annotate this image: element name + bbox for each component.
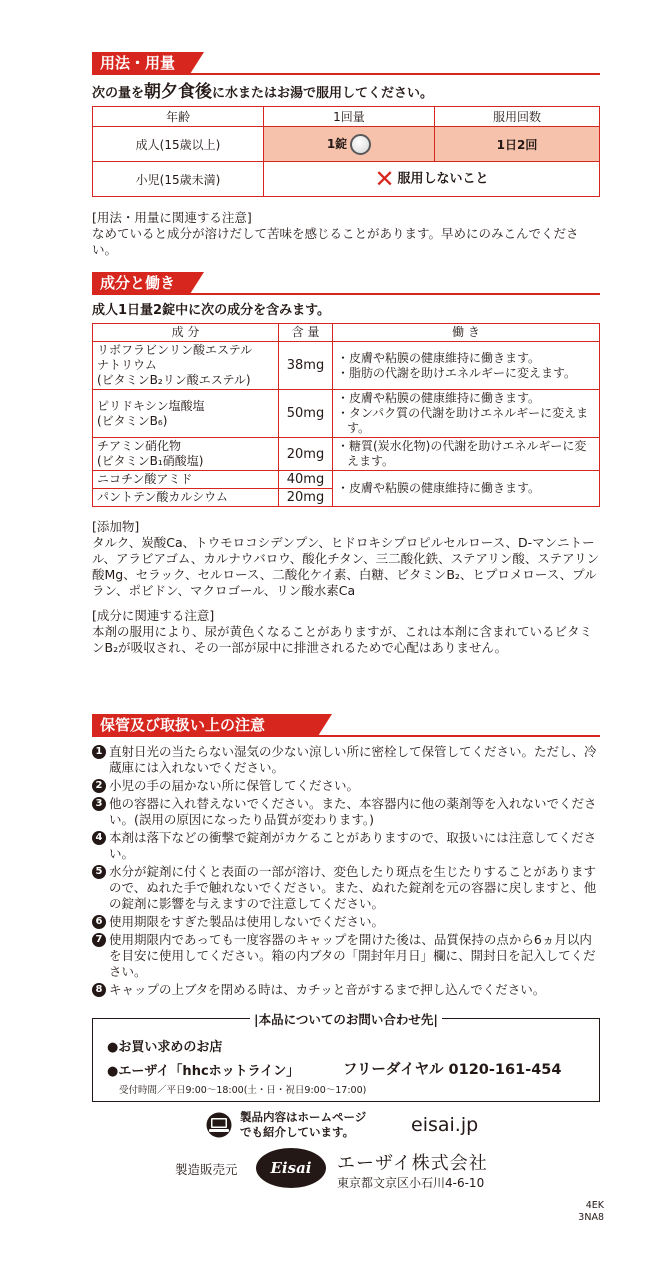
adult-label: 成人(15歳以上) xyxy=(93,127,264,162)
table-row: ピリドキシン塩酸塩 (ビタミンB₆) 50mg ・皮膚や粘膜の健康維持に働きます。 ・タンパク質の代謝を助けエネルギーに変えます。 xyxy=(93,390,600,438)
ingredients-table xyxy=(92,323,600,507)
adult-freq: 1日2回 xyxy=(435,127,600,162)
table-row: チアミン硝化物 (ビタミンB₁硝酸塩) 20mg ・糖質(炭水化物)の代謝を助けエネルギーに変えます。 xyxy=(93,438,600,471)
dosage-caution-text: なめていると成分が溶けだして苦味を感じることがあります。早めにのみこんでください。 xyxy=(92,226,579,257)
table-row: ニコチン酸アミド 40mg ・皮膚や粘膜の健康維持に働きます。 xyxy=(93,471,600,489)
child-label: 小児(15歳未満) xyxy=(93,162,264,197)
col-amount: 含 量 xyxy=(279,324,333,342)
website-url[interactable]: eisai.jp xyxy=(411,1114,479,1136)
ingredients-heading: 成分と働き xyxy=(92,272,190,294)
col-freq: 服用回数 xyxy=(435,107,600,127)
additives-text: タルク、炭酸Ca、トウモロコシデンプン、ヒドロキシプロピルセルロース、D-マンニトール、アラビアゴム、カルナウバロウ、酸化チタン、三二酸化鉄、ステアリン酸、ステアリン酸Mg、セラック、セルロース、二酸化ケイ素、白糖、ビタミンB₂、ヒプロメロース、プルラン、ポビドン、マクロゴール、リン酸水素Ca xyxy=(92,535,600,598)
child-note-cell: ✕ 服用しないこと xyxy=(264,162,600,197)
tablet-icon xyxy=(350,134,371,155)
table-row xyxy=(93,127,600,162)
contact-hotline: ●エーザイ「hhcホットライン」 xyxy=(107,1064,300,1079)
web-note: 製品内容はホームページ でも紹介しています。 xyxy=(240,1110,367,1139)
product-codes: 4EK 3NA8 xyxy=(578,1200,604,1223)
ingredients-heading-bar xyxy=(92,272,600,296)
seller-label: 製造販売元 xyxy=(175,1162,238,1177)
dosage-heading-bar xyxy=(92,52,600,76)
table-row: パントテン酸カルシウム 20mg xyxy=(93,489,600,507)
table-row xyxy=(93,162,600,197)
col-effect: 働 き xyxy=(333,324,600,342)
list-item: 8 キャップの上ブタを閉める時は、カチッと音がするまで押し込んでください。 xyxy=(92,982,600,998)
company-name: エーザイ株式会社 xyxy=(337,1153,488,1174)
ingredient-caution-title: [成分に関連する注意] xyxy=(92,608,215,623)
dosage-section xyxy=(92,52,600,258)
table-row: リボフラビンリン酸エステル ナトリウム (ビタミンB₂リン酸エステル) 38mg ・皮膚や粘膜の健康維持に働きます。 ・脂肪の代謝を助けエネルギーに変えます。 xyxy=(93,342,600,390)
dosage-heading: 用法・用量 xyxy=(92,52,190,74)
additives-title: [添加物] xyxy=(92,519,140,534)
company-address: 東京都文京区小石川4-6-10 xyxy=(337,1176,485,1190)
list-item: 7 使用期限内であっても一度容器のキャップを開けた後は、品質保持の点から6ヵ月以内を目安に使用してください。箱の内ブタの「開封年月日」欄に、開封日を記入してください。 xyxy=(92,932,600,980)
eisai-logo: Eisai xyxy=(256,1148,326,1188)
dosage-table xyxy=(92,106,600,197)
col-dose: 1回量 xyxy=(264,107,435,127)
list-item: 5 水分が錠剤に付くと表面の一部が溶け、変色したり斑点を生じたりすることがありますので、ぬれた手で触れないでください。また、ぬれた錠剤を元の容器に戻しますと、他の錠剤に影響を与えますので注意してください。 xyxy=(92,864,600,912)
ingredients-section xyxy=(92,272,600,656)
ingredients-lead: 成人1日量2錠中に次の成分を含みます。 xyxy=(92,303,331,318)
contact-store: ●お買い求めのお店 xyxy=(107,1040,223,1055)
contact-title: | 本品についてのお問い合わせ先 | xyxy=(250,1012,442,1027)
contact-box xyxy=(92,1012,600,1102)
computer-icon xyxy=(204,1112,234,1138)
list-item: 6 使用期限をすぎた製品は使用しないでください。 xyxy=(92,914,600,930)
adult-dose-cell: 1錠 xyxy=(264,127,435,162)
storage-heading-bar xyxy=(92,714,600,738)
list-item: 2 小児の手の届かない所に保管してください。 xyxy=(92,778,600,794)
contact-hours: 受付時間／平日9:00～18:00(土・日・祝日9:00～17:00) xyxy=(119,1085,367,1096)
dosage-caution-title: [用法・用量に関連する注意] xyxy=(92,210,252,225)
contact-dial: フリーダイヤル 0120-161-454 xyxy=(343,1062,562,1078)
col-age: 年齢 xyxy=(93,107,264,127)
ingredient-caution-text: 本剤の服用により、尿が黄色くなることがありますが、これは本剤に含まれているビタミンB₂が吸収され、その一部が尿中に排泄されるためで心配はありません。 xyxy=(92,624,593,655)
prohibited-x-icon: ✕ xyxy=(374,165,395,193)
storage-list xyxy=(92,744,600,998)
col-name: 成 分 xyxy=(93,324,279,342)
list-item: 1 直射日光の当たらない湿気の少ない涼しい所に密栓して保管してください。ただし、冷蔵庫には入れないでください。 xyxy=(92,744,600,776)
list-item: 3 他の容器に入れ替えないでください。また、本容器内に他の薬剤等を入れないでください。(誤用の原因になったり品質が変わります。) xyxy=(92,796,600,828)
dosage-lead: 次の量を朝夕食後に水またはお湯で服用してください。 xyxy=(92,82,434,102)
storage-heading: 保管及び取扱い上の注意 xyxy=(92,714,318,736)
list-item: 4 本剤は落下などの衝撃で錠剤がカケることがありますので、取扱いには注意してください。 xyxy=(92,830,600,862)
storage-section xyxy=(92,714,600,998)
